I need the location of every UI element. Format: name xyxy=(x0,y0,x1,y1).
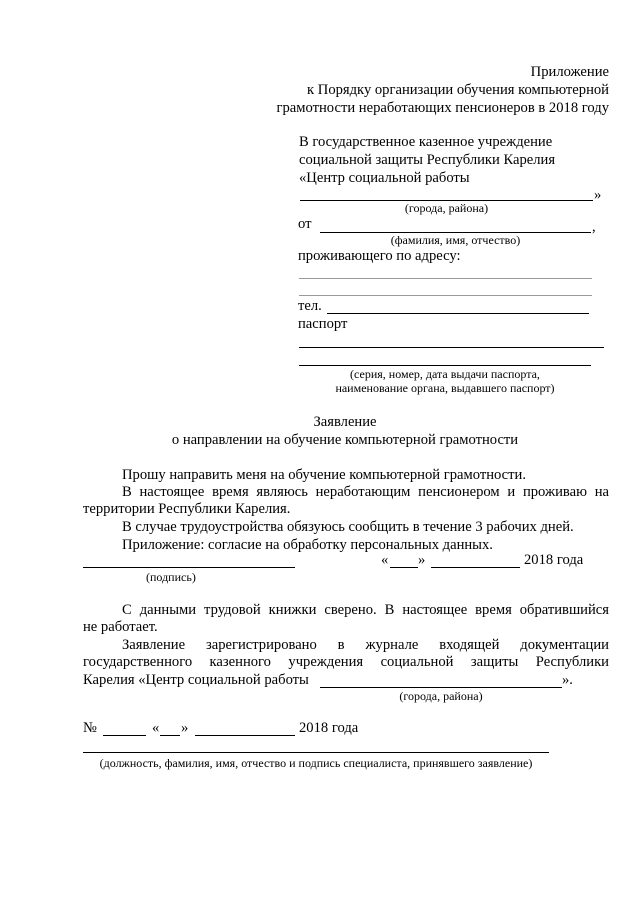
appendix-line-2: к Порядку организации обучения компьютерной xyxy=(307,82,609,98)
appendix-title: Приложение xyxy=(530,64,609,80)
verification-line-2: не работает. xyxy=(83,619,158,635)
signature-line[interactable] xyxy=(83,567,295,568)
passport-caption-1: (серия, номер, дата выдачи паспорта, xyxy=(350,367,540,381)
signature-caption: (подпись) xyxy=(146,570,196,584)
date-quote-open: « xyxy=(381,552,389,568)
date-day-line[interactable] xyxy=(390,567,418,568)
statement-title: Заявление xyxy=(313,414,377,430)
address-line-2[interactable] xyxy=(299,295,592,296)
address-line-1[interactable] xyxy=(299,278,592,279)
passport-caption-2: наименование органа, выдавшего паспорт) xyxy=(335,381,555,395)
statement-paragraph-3: В случае трудоустройства обязуюсь сообщить в течение 3 рабочих дней. xyxy=(122,519,574,535)
appendix-line-3: грамотности неработающих пенсионеров в 2018 году xyxy=(276,100,609,116)
registration-note-end: ». xyxy=(562,672,573,688)
statement-paragraph-1: Прошу направить меня на обучение компьютерной грамотности. xyxy=(122,467,526,483)
from-label: от xyxy=(298,216,312,232)
statement-paragraph-4: Приложение: согласие на обработку персональных данных. xyxy=(122,537,493,553)
tel-blank-line[interactable] xyxy=(327,313,589,314)
registration-city-caption: (города, района) xyxy=(399,689,483,703)
addressee-line-1: В государственное казенное учреждение xyxy=(299,134,553,150)
reg-quote-close: » xyxy=(181,720,189,736)
date-quote-close: » xyxy=(418,552,426,568)
reg-day-line[interactable] xyxy=(160,735,180,736)
registration-city-line[interactable] xyxy=(320,687,562,688)
statement-paragraph-2-line-1: В настоящее время являюсь неработающим пенсионером и проживаю на xyxy=(122,484,609,500)
date-month-line[interactable] xyxy=(431,567,520,568)
statement-paragraph-2-line-2: территории Республики Карелия. xyxy=(83,501,291,517)
quote-close: » xyxy=(594,187,602,203)
number-sign: № xyxy=(83,720,97,736)
passport-line-1[interactable] xyxy=(299,347,604,348)
tel-label: тел. xyxy=(298,298,322,314)
statement-subtitle: о направлении на обучение компьютерной грамотности xyxy=(171,432,519,448)
reg-quote-open: « xyxy=(152,720,160,736)
registration-number-line[interactable] xyxy=(103,735,146,736)
reg-year: 2018 года xyxy=(299,720,359,736)
fio-caption: (фамилия, имя, отчество) xyxy=(390,233,521,247)
passport-line-2[interactable] xyxy=(299,365,591,366)
date-year: 2018 года xyxy=(524,552,584,568)
specialist-line[interactable] xyxy=(83,752,549,753)
specialist-caption: (должность, фамилия, имя, отчество и подпись специалиста, принявшего заявление) xyxy=(99,756,533,770)
fio-comma: , xyxy=(592,219,596,235)
registration-note-line-1: Заявление зарегистрировано в журнале входящей документации xyxy=(122,637,609,653)
passport-label: паспорт xyxy=(298,316,348,332)
residing-label: проживающего по адресу: xyxy=(298,248,461,264)
reg-month-line[interactable] xyxy=(195,735,295,736)
registration-note-line-3: Карелия «Центр социальной работы xyxy=(83,672,309,688)
addressee-line-2: социальной защиты Республики Карелия xyxy=(299,152,556,168)
verification-line-1: С данными трудовой книжки сверено. В настоящее время обратившийся xyxy=(122,602,609,618)
city-caption: (города, района) xyxy=(404,201,489,215)
addressee-line-3: «Центр социальной работы xyxy=(299,170,470,186)
registration-note-line-2: государственного казенного учреждения социальной защиты Республики xyxy=(83,654,609,670)
